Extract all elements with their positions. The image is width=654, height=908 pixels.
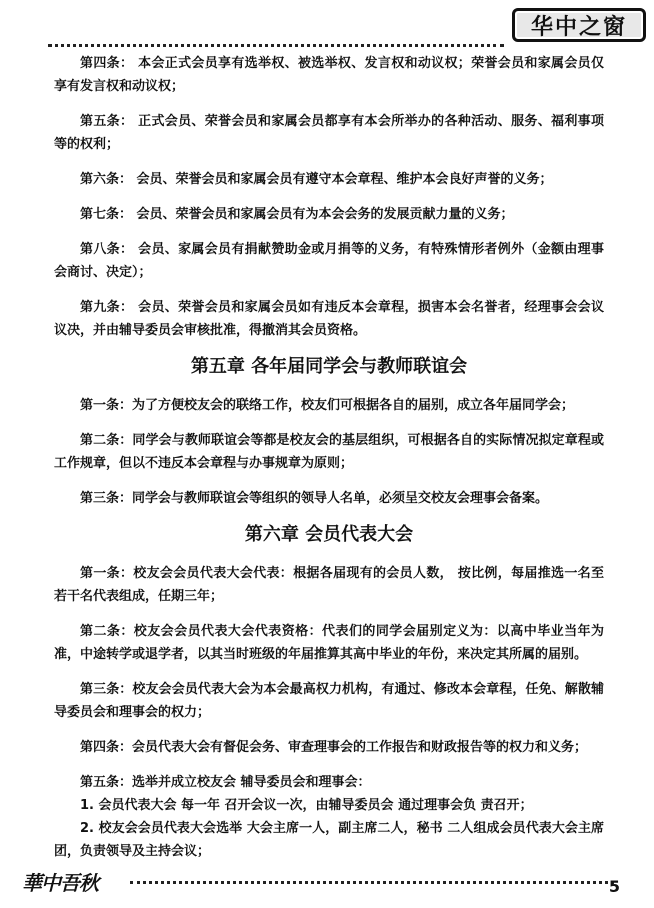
bottom-dotted-divider [130, 881, 614, 884]
article-paragraph: 第一条：为了方便校友会的联络工作，校友们可根据各自的届别，成立各年届同学会； [80, 398, 575, 413]
article-paragraph: 第五条： 正式会员、荣誉会员和家属会员都享有本会所举办的各种活动、服务、福利事项等的权利； [54, 114, 604, 152]
article-paragraph: 第八条： 会员、家属会员有捐献赞助金或月捐等的义务，有特殊情形者例外（金额由理事会商讨、决定）； [54, 242, 604, 280]
article-paragraph: 第三条：校友会会员代表大会为本会最高权力机构，有通过、修改本会章程，任免、解散辅导委员会和理事会的权力； [54, 682, 604, 720]
article-paragraph: 第九条： 会员、荣誉会员和家属会员如有违反本会章程，损害本会名誉者，经理事会会议议决，并由辅导委员会审核批准，得撤消其会员资格。 [54, 300, 604, 338]
article-5-item: 2. 校友会会员代表大会选举 大会主席一人，副主席二人，秘书 二人组成会员代表大会主席团，负责领导及主持会议； [54, 821, 604, 859]
footer-logo: 華中吾秋 [22, 871, 98, 895]
top-dotted-divider [48, 44, 504, 47]
article-paragraph: 第二条：校友会会员代表大会代表资格：代表们的同学会届别定义为：以高中毕业当年为准，中途转学或退学者，以其当时班级的年届推算其高中毕业的年份，来决定其所属的届别。 [54, 624, 604, 662]
article-5-item: 1. 会员代表大会 每一年 召开会议一次，由辅导委员会 通过理事会负 责召开； [80, 798, 533, 813]
article-paragraph: 第二条：同学会与教师联谊会等都是校友会的基层组织，可根据各自的实际情况拟定章程或工作规章，但以不违反本会章程与办事规章为原则； [54, 433, 604, 471]
page-number: 5 [608, 877, 620, 896]
article-paragraph: 第四条： 本会正式会员享有选举权、被选举权、发言权和动议权；荣誉会员和家属会员仅享有发言权和动议权； [54, 56, 604, 94]
article-paragraph: 第一条：校友会会员代表大会代表：根据各届现有的会员人数， 按比例，每届推选一名至若干名代表组成，任期三年； [54, 566, 604, 604]
chapter-6-title: 第六章 会员代表大会 [244, 524, 414, 545]
article-paragraph: 第六条： 会员、荣誉会员和家属会员有遵守本会章程、维护本会良好声誉的义务； [80, 172, 553, 187]
article-paragraph: 第七条： 会员、荣誉会员和家属会员有为本会会务的发展贡献力量的义务； [80, 207, 514, 222]
article-5-intro: 第五条：选举并成立校友会 辅导委员会和理事会： [80, 775, 371, 790]
chapter-5-title: 第五章 各年届同学会与教师联谊会 [190, 356, 468, 377]
article-paragraph: 第四条：会员代表大会有督促会务、审查理事会的工作报告和财政报告等的权力和义务； [80, 740, 588, 755]
header-badge: 华中之窗 [512, 8, 646, 42]
article-paragraph: 第三条：同学会与教师联谊会等组织的领导人名单，必须呈交校友会理事会备案。 [80, 491, 549, 506]
document-body [54, 52, 604, 863]
